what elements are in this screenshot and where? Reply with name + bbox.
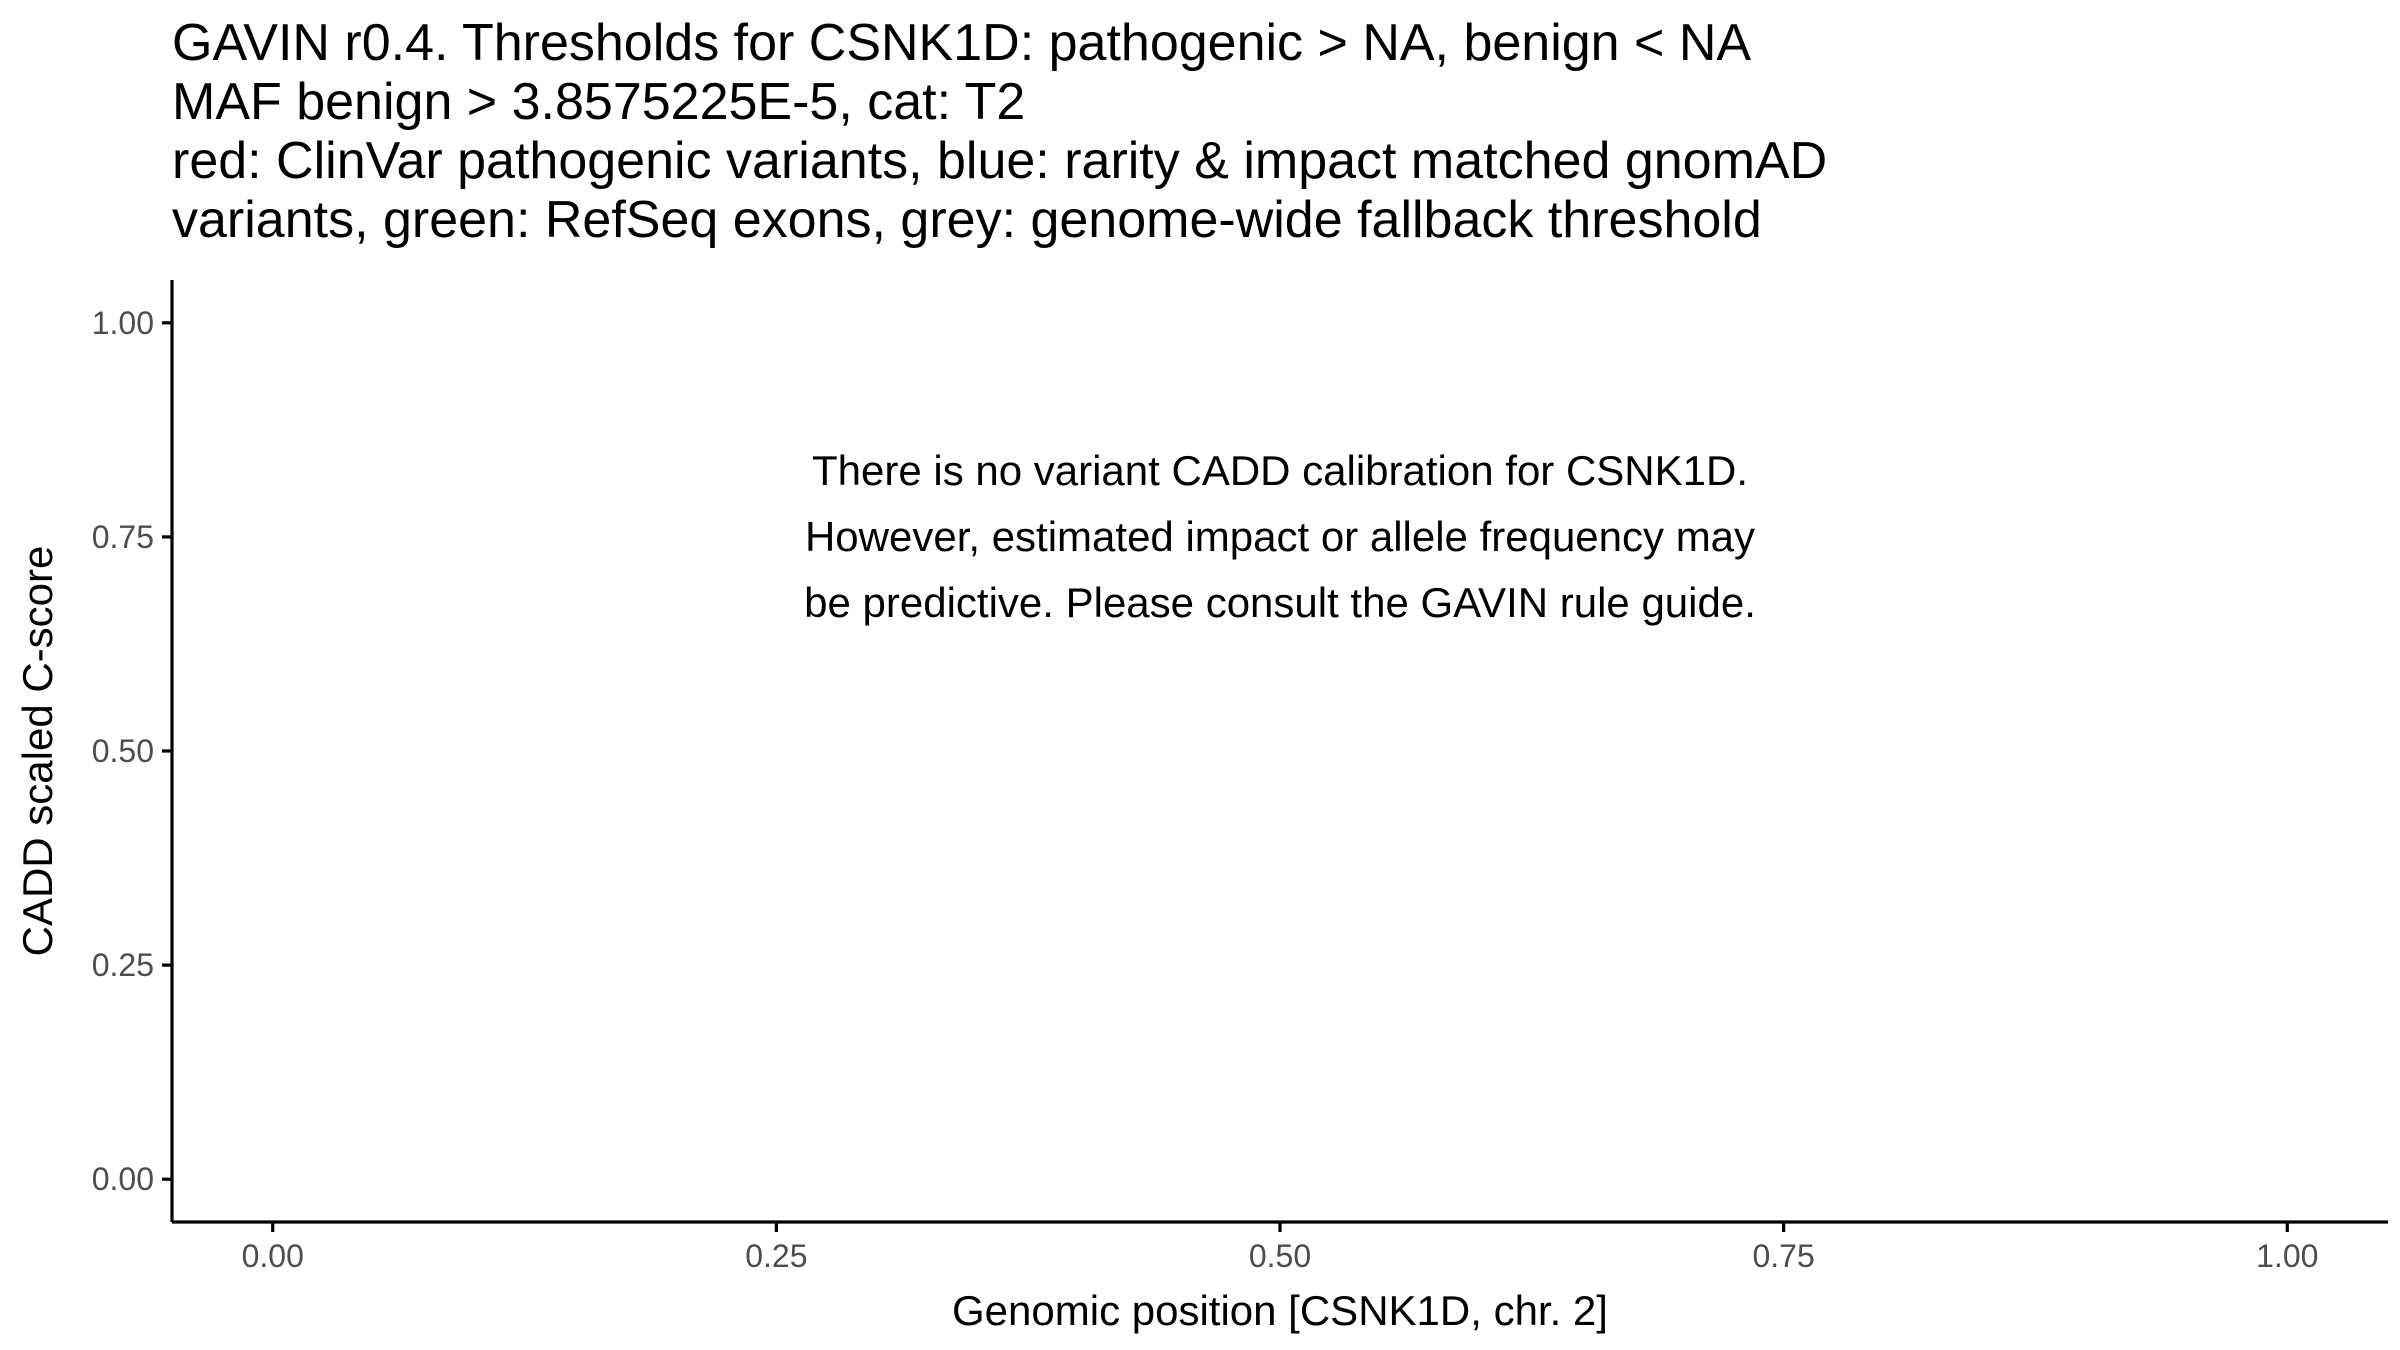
chart-title [172, 14, 1827, 249]
y-tick-label: 0.50 [91, 733, 154, 769]
y-axis-title: CADD scaled C-score [14, 545, 61, 957]
y-tick-label: 0.75 [91, 518, 154, 555]
y-tick-label: 0.00 [91, 1161, 154, 1198]
annotation-line: However, estimated impact or allele frequency may [804, 512, 1756, 560]
x-tick-label: 1.00 [2256, 1238, 2319, 1274]
y-tick-label: 1.00 [91, 304, 154, 341]
annotation-line: be predictive. Please consult the GAVIN rule guide. [804, 578, 1756, 626]
annotation-line: There is no variant CADD calibration for CSNK1D. [811, 446, 1749, 494]
x-tick-label: 0.75 [1752, 1238, 1815, 1274]
x-tick-label: 0.50 [1248, 1238, 1312, 1274]
y-tick-label: 0.25 [91, 947, 154, 984]
chart-title-line: red: ClinVar pathogenic variants, blue: rarity & impact matched gnomAD [172, 132, 1828, 190]
x-axis-title: Genomic position [CSNK1D, chr. 2] [952, 1287, 1608, 1334]
x-axis [172, 1222, 2388, 1274]
chart-title-line: variants, green: RefSeq exons, grey: genome-wide fallback threshold [172, 191, 1762, 249]
x-tick-label: 0.25 [745, 1238, 808, 1274]
chart-title-line: GAVIN r0.4. Thresholds for CSNK1D: pathogenic > NA, benign < NA [172, 14, 1752, 72]
y-axis [92, 280, 172, 1222]
x-tick-label: 0.00 [241, 1238, 304, 1274]
no-calibration-note [804, 447, 1756, 626]
chart-title-line: MAF benign > 3.8575225E-5, cat: T2 [172, 73, 1026, 131]
